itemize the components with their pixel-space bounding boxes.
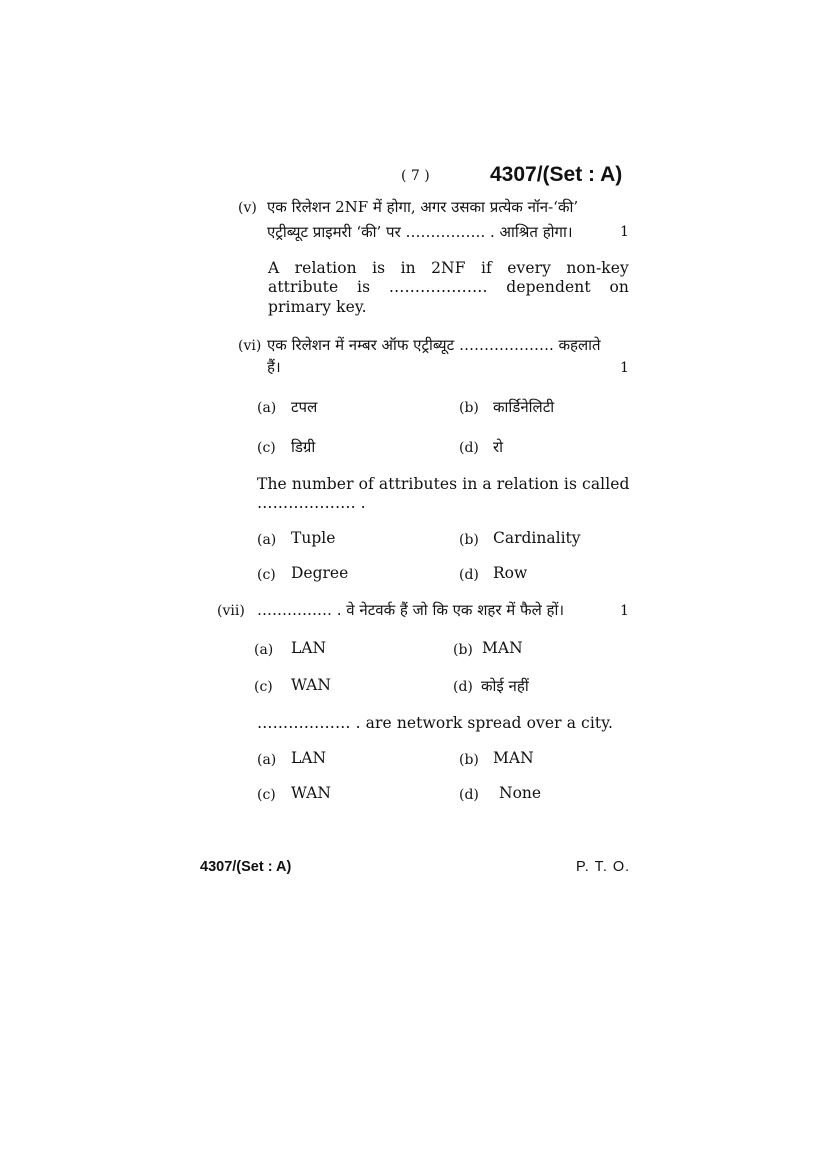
word: if	[480, 259, 492, 277]
question-hindi-line: एट्रीब्यूट प्राइमरी ‘की’ पर ……………. . आश्रित होगा।	[267, 223, 573, 241]
option-text: डिग्री	[291, 438, 316, 456]
word: non-key	[566, 259, 629, 277]
option-text: कोई नहीं	[481, 677, 529, 695]
option-text: WAN	[291, 676, 331, 694]
option-label: (a)	[254, 642, 274, 658]
question-number: (vi)	[238, 338, 262, 354]
word: every	[507, 259, 551, 277]
word: A	[268, 259, 280, 277]
option-label: (c)	[257, 440, 276, 456]
question-hindi-line: …………… . वे नेटवर्क हैं जो कि एक शहर में फैले हों।	[257, 601, 565, 619]
word: 2NF	[431, 259, 466, 277]
option-label: (c)	[257, 567, 276, 583]
page-number: ( 7 )	[401, 168, 430, 184]
option-text: कार्डिनेलिटी	[493, 398, 555, 416]
question-number: (v)	[238, 200, 257, 216]
question-english-line: primary key.	[268, 298, 367, 316]
option-text: LAN	[291, 749, 327, 767]
option-text: None	[499, 784, 542, 802]
question-hindi-line: हैं।	[267, 358, 281, 376]
option-text: MAN	[493, 749, 534, 767]
paper-code-header: 4307/(Set : A)	[490, 163, 623, 186]
pto-label: P. T. O.	[576, 859, 631, 875]
option-text: रो	[493, 438, 504, 456]
marks-value: 1	[620, 360, 629, 376]
question-english-line: The number of attributes in a relation is called	[257, 475, 630, 493]
word: attribute	[268, 278, 339, 296]
question-hindi-line: एक रिलेशन में नम्बर ऑफ एट्रीब्यूट ………………. कहलाते	[267, 336, 601, 354]
option-label: (c)	[254, 679, 273, 695]
word: is	[372, 259, 386, 277]
option-text: Tuple	[291, 529, 336, 547]
marks-value: 1	[620, 224, 629, 240]
option-label: (b)	[459, 532, 479, 548]
option-text: WAN	[291, 784, 331, 802]
word: dependent	[506, 278, 591, 296]
option-text: MAN	[482, 639, 523, 657]
question-english-line: ………………. .	[257, 494, 366, 512]
question-number: (vii)	[217, 603, 245, 619]
option-text: Degree	[291, 564, 349, 582]
option-text: Cardinality	[493, 529, 581, 547]
option-text: टपल	[291, 398, 318, 416]
question-hindi-line: एक रिलेशन 2NF में होगा, अगर उसका प्रत्येक नॉन-‘की’	[267, 198, 579, 216]
option-label: (d)	[453, 679, 473, 695]
option-label: (a)	[257, 752, 277, 768]
option-label: (a)	[257, 532, 277, 548]
word: ……………….	[388, 278, 488, 296]
word: is	[357, 278, 371, 296]
option-label: (d)	[459, 787, 479, 803]
option-text: LAN	[291, 639, 327, 657]
marks-value: 1	[620, 603, 629, 619]
question-english-line	[268, 259, 629, 277]
option-label: (b)	[459, 400, 479, 416]
option-label: (d)	[459, 440, 479, 456]
word: on	[609, 278, 629, 296]
paper-code-footer: 4307/(Set : A)	[200, 859, 292, 875]
word: in	[400, 259, 416, 277]
option-label: (a)	[257, 400, 277, 416]
question-english-line	[268, 278, 629, 296]
option-label: (b)	[459, 752, 479, 768]
option-label: (b)	[453, 642, 473, 658]
option-text: Row	[493, 564, 528, 582]
question-english-line: ……………… . are network spread over a city.	[257, 714, 614, 732]
option-label: (d)	[459, 567, 479, 583]
option-label: (c)	[257, 787, 276, 803]
word: relation	[294, 259, 357, 277]
